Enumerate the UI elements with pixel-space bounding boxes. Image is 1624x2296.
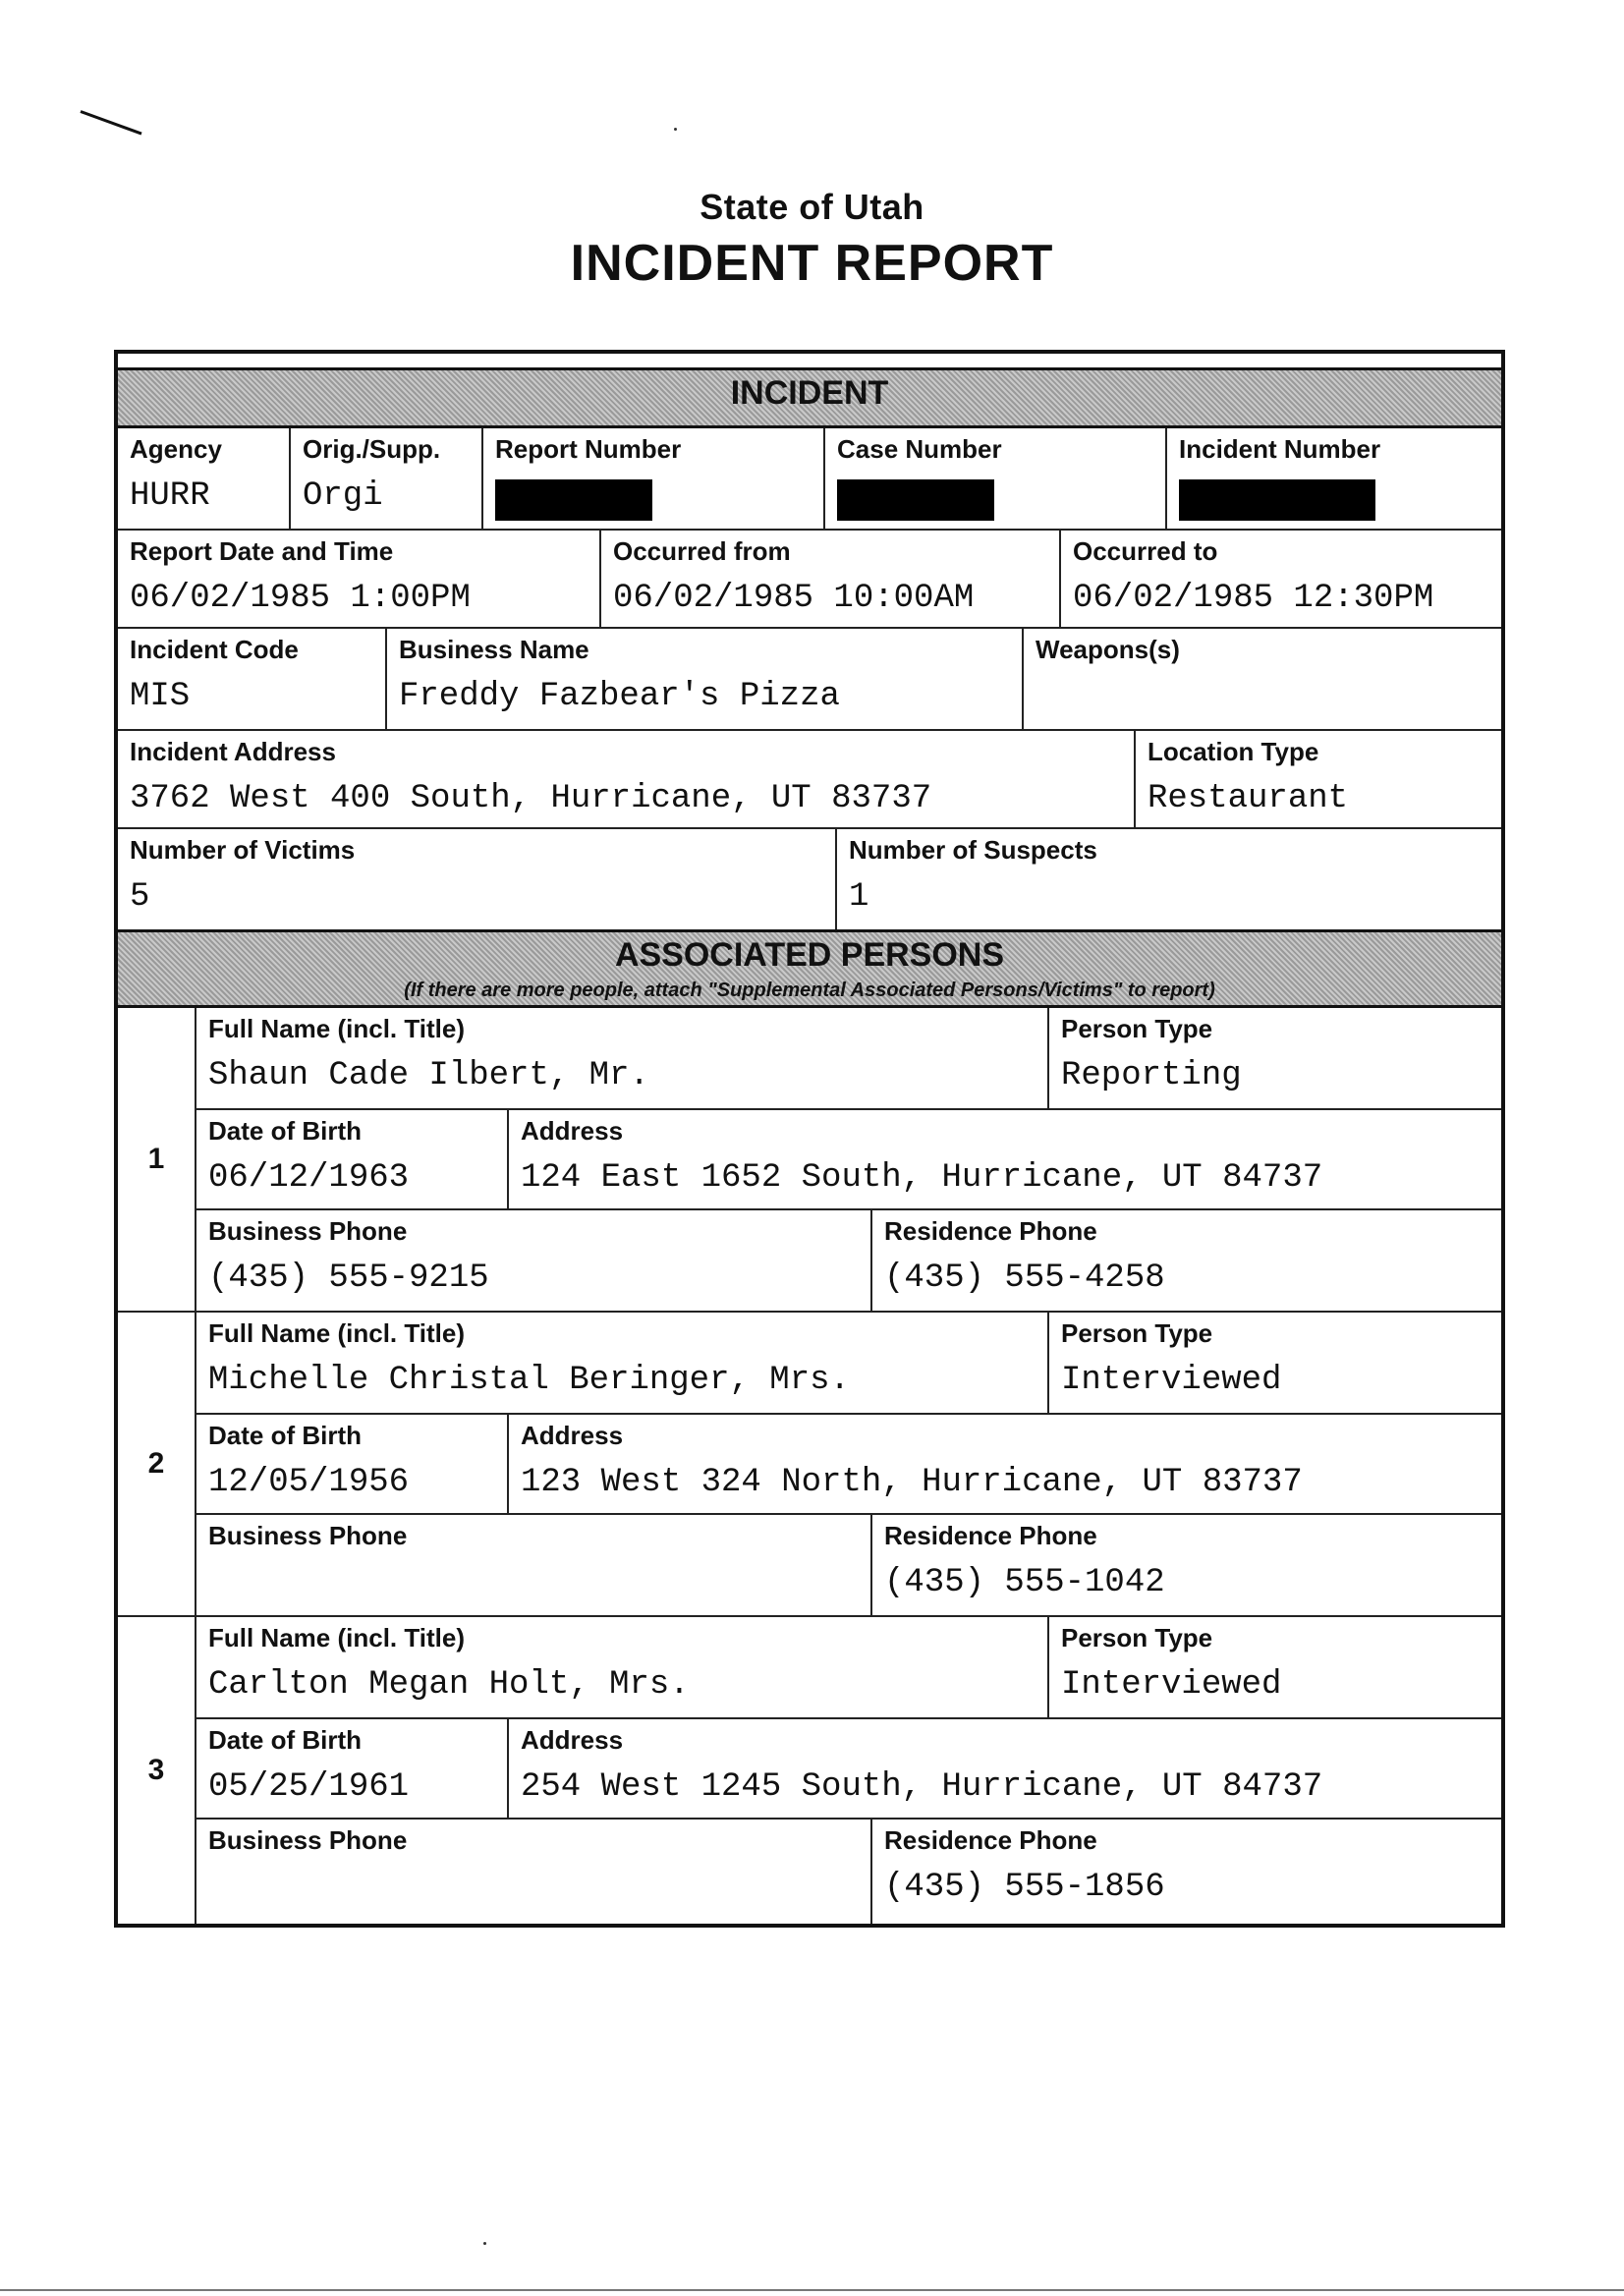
full-name-value: Michelle Christal Beringer, Mrs. (208, 1362, 850, 1399)
dob-value: 05/25/1961 (208, 1768, 410, 1806)
full-name-value: Carlton Megan Holt, Mrs. (208, 1666, 690, 1704)
full-name-field (196, 1617, 1049, 1719)
address-label: Address (521, 1421, 624, 1450)
person-type-field (1049, 1617, 1501, 1719)
occurred-from-label: Occurred from (613, 536, 791, 566)
num-suspects-value: 1 (849, 878, 869, 916)
incident-number-label: Incident Number (1179, 434, 1381, 464)
residence-phone-field (872, 1210, 1501, 1313)
address-value: 124 East 1652 South, Hurricane, UT 84737 (521, 1159, 1323, 1197)
dob-value: 06/12/1963 (208, 1159, 410, 1197)
report-header (0, 187, 1624, 293)
person-block (118, 1313, 1501, 1617)
redaction-box (837, 479, 994, 521)
case-number-label: Case Number (837, 434, 1002, 464)
weapons-field (1024, 629, 1501, 731)
scan-edge-line (0, 2289, 1624, 2291)
business-name-field (387, 629, 1024, 731)
person-number: 3 (118, 1617, 196, 1924)
residence-phone-label: Residence Phone (884, 1216, 1097, 1246)
occurred-to-field (1061, 531, 1501, 629)
address-field (509, 1110, 1501, 1210)
incident-address-label: Incident Address (130, 737, 336, 766)
person-number: 1 (118, 1008, 196, 1311)
business-phone-value: (435) 555-9215 (208, 1260, 489, 1297)
orig-supp-label: Orig./Supp. (303, 434, 441, 464)
residence-phone-label: Residence Phone (884, 1521, 1097, 1550)
associated-persons-note: (If there are more people, attach "Supplemental Associated Persons/Victims" to report) (404, 980, 1215, 1001)
speck (483, 2242, 486, 2245)
orig-supp-field (291, 428, 483, 531)
residence-phone-value: (435) 555-1856 (884, 1869, 1165, 1906)
incident-form (114, 350, 1505, 1928)
person-type-value: Reporting (1061, 1057, 1242, 1094)
full-name-field (196, 1008, 1049, 1110)
state-title: State of Utah (700, 187, 924, 227)
report-date-time-field (118, 531, 601, 629)
person-block (118, 1008, 1501, 1313)
person-type-value: Interviewed (1061, 1666, 1282, 1704)
report-number-label: Report Number (495, 434, 682, 464)
num-victims-label: Number of Victims (130, 835, 356, 865)
dob-field (196, 1415, 509, 1515)
person-type-label: Person Type (1061, 1014, 1213, 1043)
full-name-label: Full Name (incl. Title) (208, 1623, 466, 1652)
dob-value: 12/05/1956 (208, 1464, 410, 1501)
full-name-value: Shaun Cade Ilbert, Mr. (208, 1057, 649, 1094)
person-number: 2 (118, 1313, 196, 1615)
residence-phone-value: (435) 555-4258 (884, 1260, 1165, 1297)
full-name-field (196, 1313, 1049, 1415)
location-type-value: Restaurant (1148, 780, 1349, 817)
address-label: Address (521, 1116, 624, 1146)
dob-label: Date of Birth (208, 1725, 362, 1755)
case-number-field (825, 428, 1167, 531)
weapons-label: Weapons(s) (1036, 635, 1180, 664)
business-name-value: Freddy Fazbear's Pizza (399, 678, 840, 715)
speck (674, 128, 677, 131)
occurred-from-value: 06/02/1985 10:00AM (613, 580, 975, 617)
address-label: Address (521, 1725, 624, 1755)
num-victims-field (118, 829, 837, 929)
report-number-field (483, 428, 825, 531)
incident-address-field (118, 731, 1136, 829)
location-type-field (1136, 731, 1501, 829)
full-name-label: Full Name (incl. Title) (208, 1318, 466, 1348)
business-phone-field (196, 1210, 872, 1313)
location-type-label: Location Type (1148, 737, 1319, 766)
person-type-field (1049, 1008, 1501, 1110)
redaction-box (1179, 479, 1375, 521)
address-field (509, 1415, 1501, 1515)
redaction-box (495, 479, 652, 521)
stray-pen-mark (80, 110, 141, 135)
report-date-time-value: 06/02/1985 1:00PM (130, 580, 471, 617)
incident-address-value: 3762 West 400 South, Hurricane, UT 83737 (130, 780, 932, 817)
business-phone-field (196, 1820, 872, 1924)
agency-field (118, 428, 291, 531)
section-header-associated-persons (118, 929, 1501, 1008)
address-value: 123 West 324 North, Hurricane, UT 83737 (521, 1464, 1303, 1501)
full-name-label: Full Name (incl. Title) (208, 1014, 466, 1043)
agency-value: HURR (130, 477, 210, 515)
person-type-field (1049, 1313, 1501, 1415)
business-phone-label: Business Phone (208, 1216, 408, 1246)
person-type-label: Person Type (1061, 1623, 1213, 1652)
address-value: 254 West 1245 South, Hurricane, UT 84737 (521, 1768, 1323, 1806)
business-phone-label: Business Phone (208, 1825, 408, 1855)
person-type-label: Person Type (1061, 1318, 1213, 1348)
incident-code-field (118, 629, 387, 731)
residence-phone-label: Residence Phone (884, 1825, 1097, 1855)
dob-field (196, 1719, 509, 1820)
dob-field (196, 1110, 509, 1210)
occurred-to-value: 06/02/1985 12:30PM (1073, 580, 1434, 617)
agency-label: Agency (130, 434, 222, 464)
business-phone-field (196, 1515, 872, 1617)
occurred-from-field (601, 531, 1061, 629)
residence-phone-field (872, 1515, 1501, 1617)
incident-code-value: MIS (130, 678, 191, 715)
num-suspects-field (837, 829, 1501, 929)
person-block (118, 1617, 1501, 1924)
incident-code-label: Incident Code (130, 635, 299, 664)
dob-label: Date of Birth (208, 1116, 362, 1146)
business-name-label: Business Name (399, 635, 589, 664)
dob-label: Date of Birth (208, 1421, 362, 1450)
report-date-time-label: Report Date and Time (130, 536, 394, 566)
num-suspects-label: Number of Suspects (849, 835, 1097, 865)
residence-phone-field (872, 1820, 1501, 1924)
address-field (509, 1719, 1501, 1820)
occurred-to-label: Occurred to (1073, 536, 1218, 566)
incident-number-field (1167, 428, 1501, 531)
orig-supp-value: Orgi (303, 477, 383, 515)
person-type-value: Interviewed (1061, 1362, 1282, 1399)
section-header-incident: INCIDENT (118, 367, 1501, 428)
associated-persons-title: ASSOCIATED PERSONS (614, 936, 1005, 974)
report-title: INCIDENT REPORT (570, 235, 1054, 292)
num-victims-value: 5 (130, 878, 150, 916)
business-phone-label: Business Phone (208, 1521, 408, 1550)
residence-phone-value: (435) 555-1042 (884, 1564, 1165, 1601)
